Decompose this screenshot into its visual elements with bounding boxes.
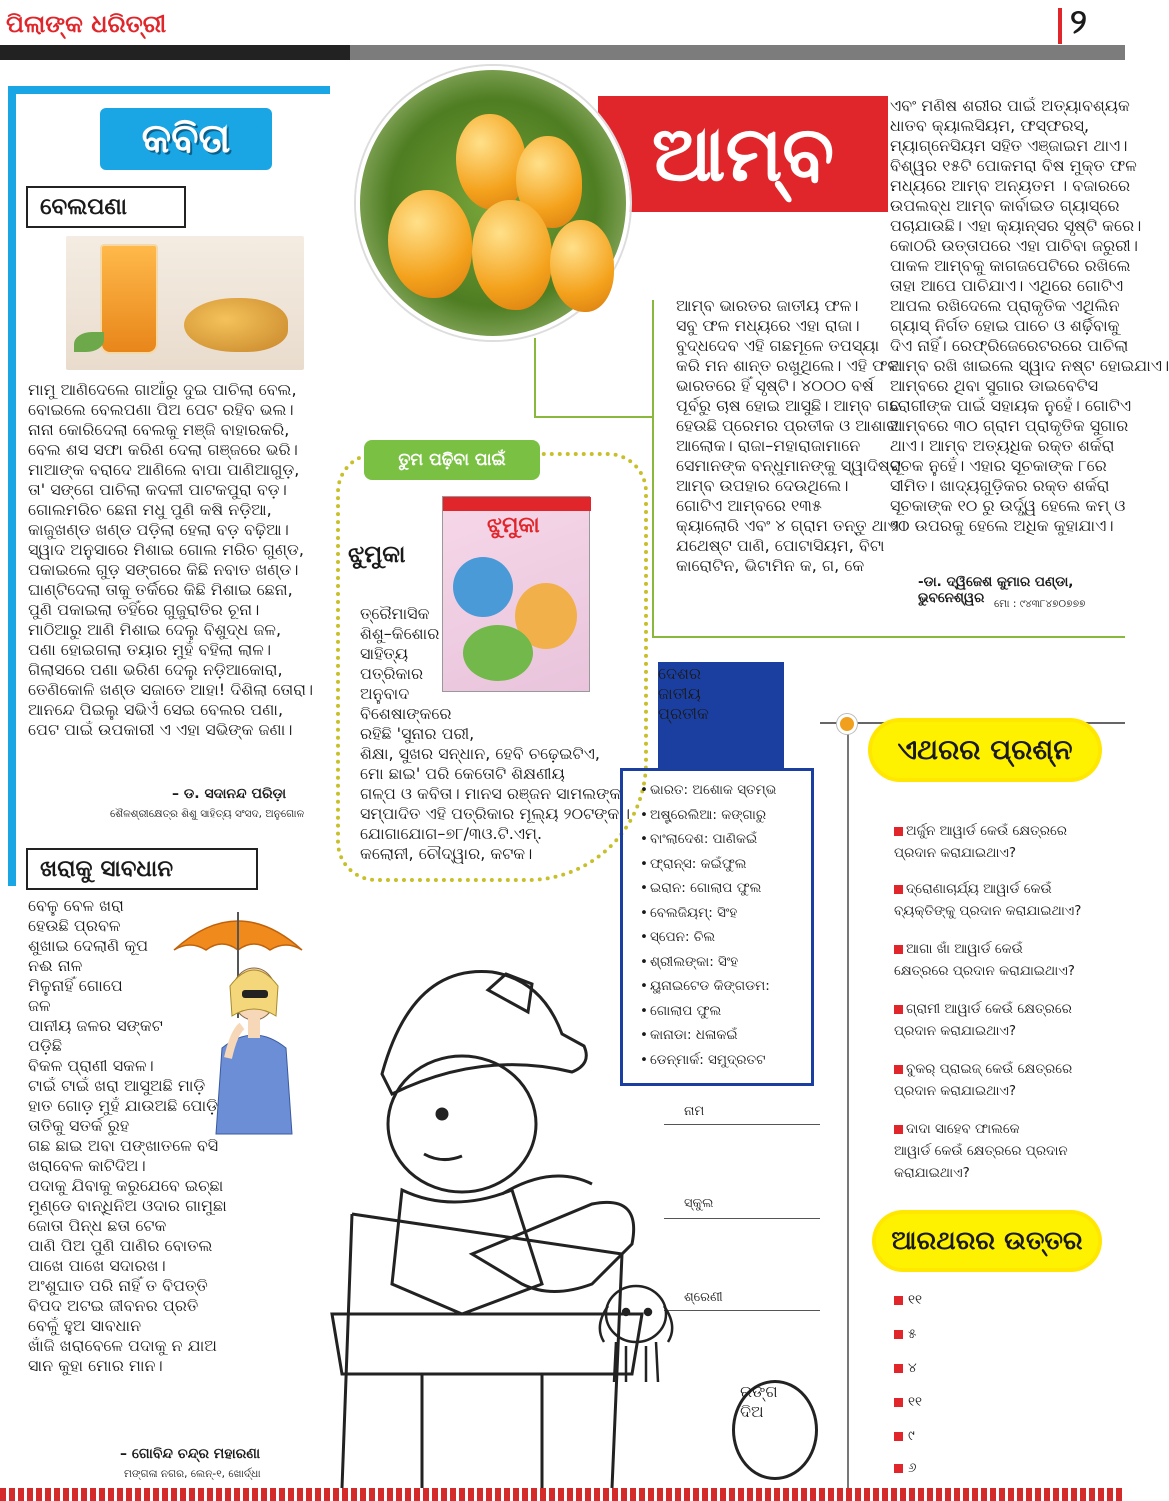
red-square-icon (894, 1296, 903, 1305)
list-item-continuation: • ଗୋଲାପ ଫୁଲ (640, 999, 776, 1024)
poem-line: ଜୋତା ପିନ୍ଧ ଛତା ଟେକ (28, 1216, 167, 1235)
article-line: ଏବଂ ମଣିଷ ଶରୀର ପାଇଁ ଅତ୍ୟାବଶ୍ୟକ (890, 96, 1130, 115)
article-line: ବିଶ୍ୱର ୧୫ଟି ପୋକମରା ବିଷ ମୁକ୍ତ ଫଳ (890, 156, 1137, 175)
poem-line: ସାନ କୁହା ମୋର ମାନ। (28, 1356, 163, 1375)
poem-line: ବିକଳ ପ୍ରାଣୀ ସକଳ। (28, 1056, 154, 1075)
quiz-answer (894, 1360, 917, 1376)
juice-glass-icon (66, 236, 304, 370)
poem-line: ଗୋଲମରିଚ ଛେନା ମଧୁ ପୁଣି କଷି ନଡ଼ିଆ, (28, 500, 272, 519)
magazine-description (360, 604, 630, 864)
poem-line: ହେଉଛି ପ୍ରବଳ (28, 916, 121, 935)
poem-line: ପାଣି ପିଅ ପୁଣି ପାଣିର ବୋତଲ (28, 1236, 213, 1255)
quiz-answer (894, 1326, 916, 1342)
poem-line: ମିଳୁନାହିଁ ଗୋପେ (28, 976, 123, 995)
symbols-heading (658, 662, 784, 768)
footer-bar (0, 1488, 1125, 1501)
article-line: ସୀମିତ। ଖାଦ୍ୟଗୁଡ଼ିକର ରକ୍ତ ଶର୍କରା (890, 476, 1110, 495)
poem-line: ପାଖେ ପାଖେ ସଦାରଖ। (28, 1256, 166, 1275)
poem-line: ଅଂଶୁଘାତ ପରି ନାହିଁ ତ ବିପତ୍ତି (28, 1276, 208, 1295)
symbols-heading-line: ପ୍ରତୀକ (658, 704, 709, 723)
list-item: • ଡେନ୍‌ମାର୍କ: ସମୁଦ୍ରତଟ (640, 1048, 776, 1073)
question-line: ଆଗା ଖାଁ ଆୱାର୍ଡ କେଉଁ (906, 941, 1023, 957)
article-line: ଆଲୋକ। ରାଜା–ମହାରାଜାମାନେ (676, 436, 861, 455)
poem-line: ହାତ ଗୋଡ଼ ମୁହଁ ଯାଉଅଛି ପୋଡ଼ି (28, 1096, 218, 1115)
quiz-question (894, 938, 1075, 982)
poem-line: ଟାଇଁ ଟାଇଁ ଖରା ଆସୁଅଛି ମାଡ଼ି (28, 1076, 206, 1095)
mango-title: ଆମ୍ବ (651, 109, 835, 198)
question-line: ଗ୍ରାମୀ ଆୱାର୍ଡ କେଉଁ କ୍ଷେତ୍ରରେ (906, 1001, 1072, 1017)
red-square-icon (894, 1125, 903, 1134)
cover-logo: ଝୁମୁକା (487, 513, 540, 538)
poem1-title: ବେଲପଣା (26, 186, 186, 228)
poem-line: ପକାଇଲେ ଗୁଡ଼ ସଙ୍ଗରେ କିଛି ନବାତ ଖଣ୍ଡ। (28, 560, 299, 579)
poem-line: ଆନନ୍ଦେ ପିଇଲୁ ସଭିଏଁ ସେଇ ବେଲର ପଣା, (28, 700, 284, 719)
quiz-answer (894, 1394, 922, 1410)
poem-line: ଗଛ ଛାଇ ଅବା ପଙ୍ଖାତଳେ ବସି (28, 1136, 219, 1155)
page-number: ୨ (1070, 2, 1087, 42)
article-line: ରୋଗୀଙ୍କ ପାଇଁ ସହାୟକ ନୁହେଁ। ଗୋଟିଏ (890, 396, 1132, 415)
list-item: • ବାଂଲାଦେଶ: ପାଣିକଇଁ (640, 827, 776, 852)
desc-line: ପତ୍ରିକାର (360, 664, 424, 683)
color-it-line: ରଙ୍ଗ (740, 1382, 778, 1401)
poem-line: ନାନା କୋରିଦେଲା ବେଲକୁ ମଞ୍ଜି ବାହାରକରି, (28, 420, 290, 439)
red-square-icon (894, 1065, 903, 1074)
question-line: ବୁକର୍‌ ପ୍ରାଇଜ୍‌ କେଉଁ କ୍ଷେତ୍ରରେ (906, 1061, 1073, 1077)
article-line: କରି ମନ ଶାନ୍ତ ରଖୁଥିଲେ। ଏହି ଫଳ (676, 356, 900, 375)
name-field[interactable] (664, 1124, 820, 1125)
red-square-icon (894, 1330, 903, 1339)
mango-text-left (676, 296, 906, 576)
poem-line: ତାତିକୁ ସତର୍କ ରୁହ (28, 1116, 130, 1135)
poem-line: ବିପଦ ଅଟଇ ଜୀବନର ପ୍ରତି (28, 1296, 199, 1315)
article-line: ମଧ୍ୟରେ ଆମ୍ବ ଅନ୍ୟତମ । ବଜାରରେ (890, 176, 1131, 195)
quiz-question (894, 998, 1072, 1042)
juice-glass-shape (100, 244, 158, 354)
mango-frame-line (652, 636, 1125, 638)
quiz-question (894, 878, 1081, 922)
poem1-body (28, 380, 313, 740)
mango-pointer-line (534, 338, 536, 418)
question-line: ପ୍ରଦାନ କରାଯାଇଥାଏ? (894, 1023, 1017, 1039)
article-line: ସବୁ ଫଳ ମଧ୍ୟରେ ଏହା ରାଜା। (676, 316, 860, 335)
kobita-tag (100, 108, 272, 170)
poem-line: ତେଣିକୋଳି ଖଣ୍ଡ ସଜାତେ ଆହା! ଦିଶିଲା ତୋରା। (28, 680, 314, 699)
mango-author: -ଡା. ଦ୍ୱିଜେଶ କୁମାର ପଣ୍ଡା, ଭୁବନେଶ୍ୱର (918, 574, 1074, 606)
poem-line: ନଈ ନାଳ (28, 956, 83, 975)
symbols-heading-line: ଦେଶର (658, 664, 702, 683)
poem1-place: ଶୈଳଶ୍ରୀକ୍ଷେତ୍ର ଶିଶୁ ସାହିତ୍ୟ ସଂସଦ, ଅନୁଗୋଳ (110, 808, 305, 820)
list-item: • ଭାରତ: ଅଶୋକ ସ୍ତମ୍ଭ (640, 778, 776, 803)
poem-line: ସ୍ୱାଦ ଅନୁସାରେ ମିଶାଇ ଗୋଲ ମରିଚ ଗୁଣ୍ଡ, (28, 540, 304, 559)
quiz-question (894, 1118, 1068, 1184)
color-it-text (740, 1382, 778, 1422)
article-line: ଆମ୍ବ ଭାରତର ଜାତୀୟ ଫଳ। (676, 296, 859, 315)
list-item: • ବେଲଜିୟମ୍‌: ସିଂହ (640, 901, 776, 926)
article-line: କାରୋଟିନ, ଭିଟାମିନ କ, ଗ, କେ (676, 556, 865, 575)
mango-shape (456, 114, 526, 210)
article-line: ବୁଦ୍ଧଦେବ ଏହି ଗଛମୂଳେ ତପସ୍ୟା (676, 336, 880, 355)
question-line: ବ୍ୟକ୍ତିଙ୍କୁ ପ୍ରଦାନ କରାଯାଇଥାଏ? (894, 903, 1082, 919)
reading-tag: ତୁମ ପଢ଼ିବା ପାଇଁ (364, 440, 540, 480)
class-field-label: ଶ୍ରେଣୀ (684, 1290, 723, 1305)
question-line: ପ୍ରଦାନ କରାଯାଇଥାଏ? (894, 845, 1017, 861)
poem-line: ଜଳ (28, 996, 51, 1015)
poem2-title: ଖରାକୁ ସାବଧାନ (26, 848, 258, 890)
desc-line: ବିଶେଷାଙ୍କରେ (360, 704, 452, 723)
desc-line: ଗଳ୍ପ ଓ କବିତା। ମାନସ ରଞ୍ଜନ ସାମଲଙ୍କ (360, 784, 622, 803)
quiz-timeline (847, 724, 849, 1488)
poem-line: ବେଳୁଁ ହୁଅ ସାବଧାନ (28, 1316, 142, 1335)
question-line: ଅର୍ଜୁନ ଆୱାର୍ଡ କେଉଁ କ୍ଷେତ୍ରରେ (906, 823, 1068, 839)
coloring-boy-icon (292, 954, 692, 1488)
desc-line: ଶିକ୍ଷା, ସୁଖର ସନ୍ଧାନ, ହେବି ଚଢ଼େଇଟିଏ, (360, 744, 600, 763)
class-field[interactable] (664, 1310, 820, 1311)
desc-line: ରହିଛି 'ସୁନାର ପରୀ, (360, 724, 475, 743)
article-line: ଯଥେଷ୍ଟ ପାଣି, ପୋଟାସିୟମ, ବିଟା (676, 536, 885, 555)
poem-line: ପୁଣି ପକାଇଲା ତହିଁରେ ଗୁଜୁରାତିର ଚୂନା। (28, 600, 260, 619)
article-line: ଆମ୍ବ ଉପହାର ଦେଉଥିଲେ। (676, 476, 849, 495)
poem2-author: – ଗୋବିନ୍ଦ ଚନ୍ଦ୍ର ମହାରଣା (120, 1446, 261, 1462)
question-line: ଦ୍ରୋଣାଚାର୍ଯ୍ୟ ଆୱାର୍ଡ କେଉଁ (906, 881, 1052, 897)
article-line: କୋଠରି ଉତ୍ତାପରେ ଏହା ପାଚିବା ଜରୁରୀ। (890, 236, 1138, 255)
poem-line: ପେଟ ପାଇଁ ଉପକାରୀ ଏ ଏହା ସଭିଙ୍କ ଜଣା। (28, 720, 293, 739)
article-line: ଆମ୍ବରେ ୩୦ ଗ୍ରାମ ପ୍ରାକୃତିକ ସୁଗାର (890, 416, 1129, 435)
poem-line: ମାଠିଆରୁ ଆଣି ମିଶାଇ ଦେଲୁ ବିଶୁଦ୍ଧ ଜଳ, (28, 620, 282, 639)
mango-shape (472, 200, 552, 310)
poem-line: ତା' ସଙ୍ଗେ ପାଚିଲା କଦଳୀ ପାଟକପୁରା ବଡ଼। (28, 480, 287, 499)
quiz-dot-icon (837, 714, 857, 734)
question-line: ପ୍ରଦାନ କରାଯାଇଥାଏ? (894, 1083, 1017, 1099)
question-line: କ୍ଷେତ୍ରରେ ପ୍ରଦାନ କରାଯାଇଥାଏ? (894, 963, 1075, 979)
magazine-title: ଝୁମୁକା (348, 540, 406, 568)
article-line: ହେଉଛି ପ୍ରେମର ପ୍ରତୀକ ଓ ଆଶାର (676, 416, 899, 435)
article-line: ଗ୍ୟାସ୍‌ ନିର୍ଗତ ହୋଇ ପାଚେ ଓ ଶର୍ଢ଼ିବାକୁ (890, 316, 1120, 335)
poem-line: ଗିଲାସରେ ପଣା ଭରିଣ ଦେଲୁ ନଡ଼ିଆକୋରା, (28, 660, 283, 679)
poem-line: ବୋଇଲେ ବେଲପଣା ପିଅ ପେଟ ରହିବ ଭଲ। (28, 400, 294, 419)
poem-line: ଖରାବେଳ କାଟିଦିଅ। (28, 1156, 146, 1175)
red-square-icon (894, 945, 903, 954)
quiz-question (894, 1058, 1072, 1102)
desc-line: କଲୋନୀ, ଚୌଦ୍ୱାର, କଟକ। (360, 844, 533, 863)
article-line: ଆମ୍ବରେ ଥିବା ସୁଗାର ଡାଇବେଟିସ (890, 376, 1099, 395)
quiz-answer (894, 1460, 916, 1476)
poem1-author: – ଡ. ସଦାନନ୍ଦ ପରିଡ଼ା (172, 786, 287, 802)
question-line: କରାଯାଇଥାଏ? (894, 1165, 970, 1181)
mango-shape (388, 190, 472, 298)
poem2-place: ମଙ୍ଗଳା ନଗର, ଲେନ୍‌-୧, ଖୋର୍ଦ୍ଧା (124, 1468, 261, 1480)
desc-line: ତ୍ରୈମାସିକ (360, 604, 430, 623)
question-line: ଆୱାର୍ଡ କେଉଁ କ୍ଷେତ୍ରରେ ପ୍ରଦାନ (894, 1143, 1068, 1159)
answer-value: ୧୧ (908, 1394, 923, 1410)
header-bar-grey (350, 45, 1125, 60)
red-square-icon (894, 827, 903, 836)
red-square-icon (894, 1005, 903, 1014)
header-bar-dark (0, 45, 350, 60)
list-item: • ଶ୍ରୀଲଙ୍କା: ସିଂହ (640, 950, 776, 975)
poem-line: ବେଲ ଶସ ସଫା କରିଣ ଦେଲା ଗଞ୍ଜରେ ଭରି। (28, 440, 298, 459)
symbols-heading-line: ଜାତୀୟ (658, 684, 701, 703)
answer-value: ୫ (908, 1326, 917, 1342)
kobita-tag-label: କବିତା (141, 116, 231, 162)
answer-value: ୪ (908, 1360, 917, 1376)
poem-line: ଘାଣ୍ଟିଦେଲା ତାକୁ ତର୍କିରେ କିଛି ମିଶାଇ ଛେନା, (28, 580, 293, 599)
list-item: • ୟୁନାଇଟେଡ କିଙ୍ଗଡମ: (640, 974, 776, 999)
article-line: ଥାଏ। ଆମ୍ବ ଅତ୍ୟଧିକ ରକ୍ତ ଶର୍କରା (890, 436, 1115, 455)
desc-line: ଅନୁବାଦ (360, 684, 410, 703)
color-it-line: ଦିଅ (740, 1402, 764, 1421)
article-line: ମ୍ୟାଗ୍ନେସିୟମ ସହିତ ଏଞ୍ଜାଇମ ଥାଏ। (890, 136, 1128, 155)
poem-line: ଶୁଖାଇ ଦେଲାଣି କୂପ (28, 936, 149, 955)
poem-line: ମାଆଙ୍କ ବରାଦେ ଆଣିଲେ ବାପା ପାଣିଆଗୁଡ଼, (28, 460, 300, 479)
bael-fruit-shape (184, 298, 288, 352)
article-line: ତାହା ଆପେ ପାଚିଯାଏ। ଏଥିରେ ଗୋଟିଏ (890, 276, 1124, 295)
article-line: ଗୋଟିଏ ଆମ୍ବରେ ୧୩୫ (676, 496, 822, 515)
article-line: ପୂର୍ବରୁ ଚାଷ ହୋଇ ଆସୁଛି। ଆମ୍ବ ଗଛ (676, 396, 900, 415)
answer-value: ୬ (908, 1460, 917, 1476)
desc-line: ଯୋଗାଯୋଗ–୭୮/୩ଓ.ଟି.ଏମ୍. (360, 824, 543, 843)
article-line: ଦିଏ ନାହିଁ। ରେଫ୍ରିଜେରେଟରରେ ପାଚିଲା (890, 336, 1129, 355)
article-line: ଆମ୍ବ ରଖି ଖାଇଲେ ସ୍ୱାଦ ନଷ୍ଟ ହୋଇଯାଏ। (890, 356, 1169, 375)
quiz-answer (894, 1292, 922, 1308)
mint-leaf-shape (74, 332, 104, 352)
article-line: ଆପଲ ରଖିଦେଲେ ପ୍ରାକୃତିକ ଏଥିଲିନ (890, 296, 1120, 315)
article-line: ଧାତବ କ୍ୟାଲସିୟମ, ଫସ୍‌ଫରସ୍‌, (890, 116, 1090, 135)
question-title: ଏଥରର ପ୍ରଶ୍ନ (897, 733, 1073, 766)
mango-frame-line (652, 300, 654, 638)
name-field-label: ନାମ (684, 1104, 705, 1119)
poem2-body (28, 896, 227, 1376)
cover-top-bar (443, 497, 591, 511)
poem-line: ଖାଁଜି ଖରାବେଳେ ପଦାକୁ ନ ଯାଅ (28, 1336, 217, 1355)
list-item: • କାନାଡା: ଧଳାକଇଁ (640, 1023, 776, 1048)
school-field-label: ସ୍କୁଲ (684, 1196, 714, 1211)
desc-line: ସମ୍ପାଦିତ ଏହି ପତ୍ରିକାର ମୂଲ୍ୟ ୨୦ଟଙ୍କା। (360, 804, 631, 823)
mango-shape (550, 220, 614, 312)
poem-line: ପାନୀୟ ଜଳର ସଙ୍କଟ (28, 1016, 163, 1035)
list-item: • ଫ୍ରାନ୍ସ: କଇଁଫୁଲ (640, 852, 776, 877)
desc-line: ସାହିତ୍ୟ (360, 644, 409, 663)
mango-pointer-line (534, 416, 654, 418)
mango-phone: ମୋ : ୯୪୩୮୪୭୦୭୭୭ (994, 598, 1086, 610)
red-square-icon (894, 1432, 903, 1441)
article-line: ଉପଲବ୍ଧ ଆମ୍ବ କାର୍ବାଇଡ ଗ୍ୟାସ୍‌ରେ (890, 196, 1120, 215)
desc-line: ମୋ ଛାଇ' ପରି କେତୋଟି ଶିକ୍ଷଣୀୟ (360, 764, 565, 783)
quiz-answer (894, 1428, 915, 1444)
question-line: ଦାଦା ସାହେବ ଫାଲକେ (906, 1121, 1020, 1137)
mango-text-right (890, 96, 1169, 536)
desc-line: ଶିଶୁ–କିଶୋର (360, 624, 440, 643)
poem-line: ମାମୁ ଆଣିଦେଲେ ଗାଆଁରୁ ଦୁଇ ପାଚିଲା ବେଲ, (28, 380, 297, 399)
poem-line: ପଦାକୁ ଯିବାକୁ କରୁଯେବେ ଇଚ୍ଛା (28, 1176, 224, 1195)
masthead (6, 4, 176, 44)
poem-line: ମୁଣ୍ଡେ ବାନ୍ଧିନିଅ ଓଦାର ଗାମୁଛା (28, 1196, 227, 1215)
red-square-icon (894, 1398, 903, 1407)
red-square-icon (894, 1464, 903, 1473)
answer-title: ଆରଥରର ଉତ୍ତର (891, 1226, 1083, 1256)
page-number-rule (1058, 8, 1062, 44)
article-line: ସୂଚକାଙ୍କ ୧୦ ରୁ ଉର୍ଦ୍ଧ୍ୱ ହେଲେ କମ୍ ଓ (890, 496, 1126, 515)
article-line: ସୂଚକ ନୁହେଁ। ଏହାର ସୂଚକାଙ୍କ ୮ରେ (890, 456, 1107, 475)
list-item: • ସ୍ପେନ: ଚିଲ (640, 925, 776, 950)
dog-icon (586, 1276, 686, 1386)
school-field[interactable] (664, 1218, 820, 1219)
poem-line: କାଜୁଖଣ୍ଡ ଖଣ୍ଡ ପଡ଼ିଲା ହେଲା ବଡ଼ ବଢ଼ିଆ। (28, 520, 289, 539)
answer-value: ୯ (908, 1428, 915, 1444)
list-item: • ଅଷ୍ଟ୍ରେଲିଆ: କଙ୍ଗାରୁ (640, 803, 776, 828)
article-line: ସେମାନଙ୍କ ବନ୍ଧୁମାନଙ୍କୁ ସ୍ୱାଦିଷ୍ଟ (676, 456, 901, 475)
article-line: ୨୦ ଉପରକୁ ହେଲେ ଅଧିକ କୁହାଯାଏ। (890, 516, 1114, 535)
quiz-question (894, 820, 1067, 864)
poem-line: ପଡ଼ିଛି (28, 1036, 62, 1055)
poem-line: ପଣା ହୋଇଗଲା ତୟାର ମୁହଁ ବହିଲା ଲାଳ। (28, 640, 272, 659)
article-line: ଭାରତରେ ହିଁ ସୃଷ୍ଟି। ୪୦୦୦ ବର୍ଷ (676, 376, 874, 395)
article-line: ପାକଳ ଆମ୍ବକୁ କାଗଜପେଟିରେ ରଖିଲେ (890, 256, 1131, 275)
red-square-icon (894, 885, 903, 894)
poem-line: ବେଳୁ ବେଳ ଖରା (28, 896, 124, 915)
list-item: • ଇରାନ: ଗୋଲାପ ଫୁଲ (640, 876, 776, 901)
red-square-icon (894, 1364, 903, 1373)
article-line: କ୍ୟାଲୋରି ଏବଂ ୪ ଗ୍ରାମ ତନ୍ତୁ ଥାଏ। (676, 516, 906, 535)
masthead-text: ପିଲାଙ୍କ ଧରିତ୍ରୀ (6, 10, 167, 38)
answer-value: ୧୧ (908, 1292, 923, 1308)
mango-icon (356, 66, 630, 340)
article-line: ପଚାଯାଉଛି। ଏହା କ୍ୟାନ୍‌ସର ସୃଷ୍ଟି କରେ। (890, 216, 1142, 235)
header-bar (0, 45, 1125, 60)
